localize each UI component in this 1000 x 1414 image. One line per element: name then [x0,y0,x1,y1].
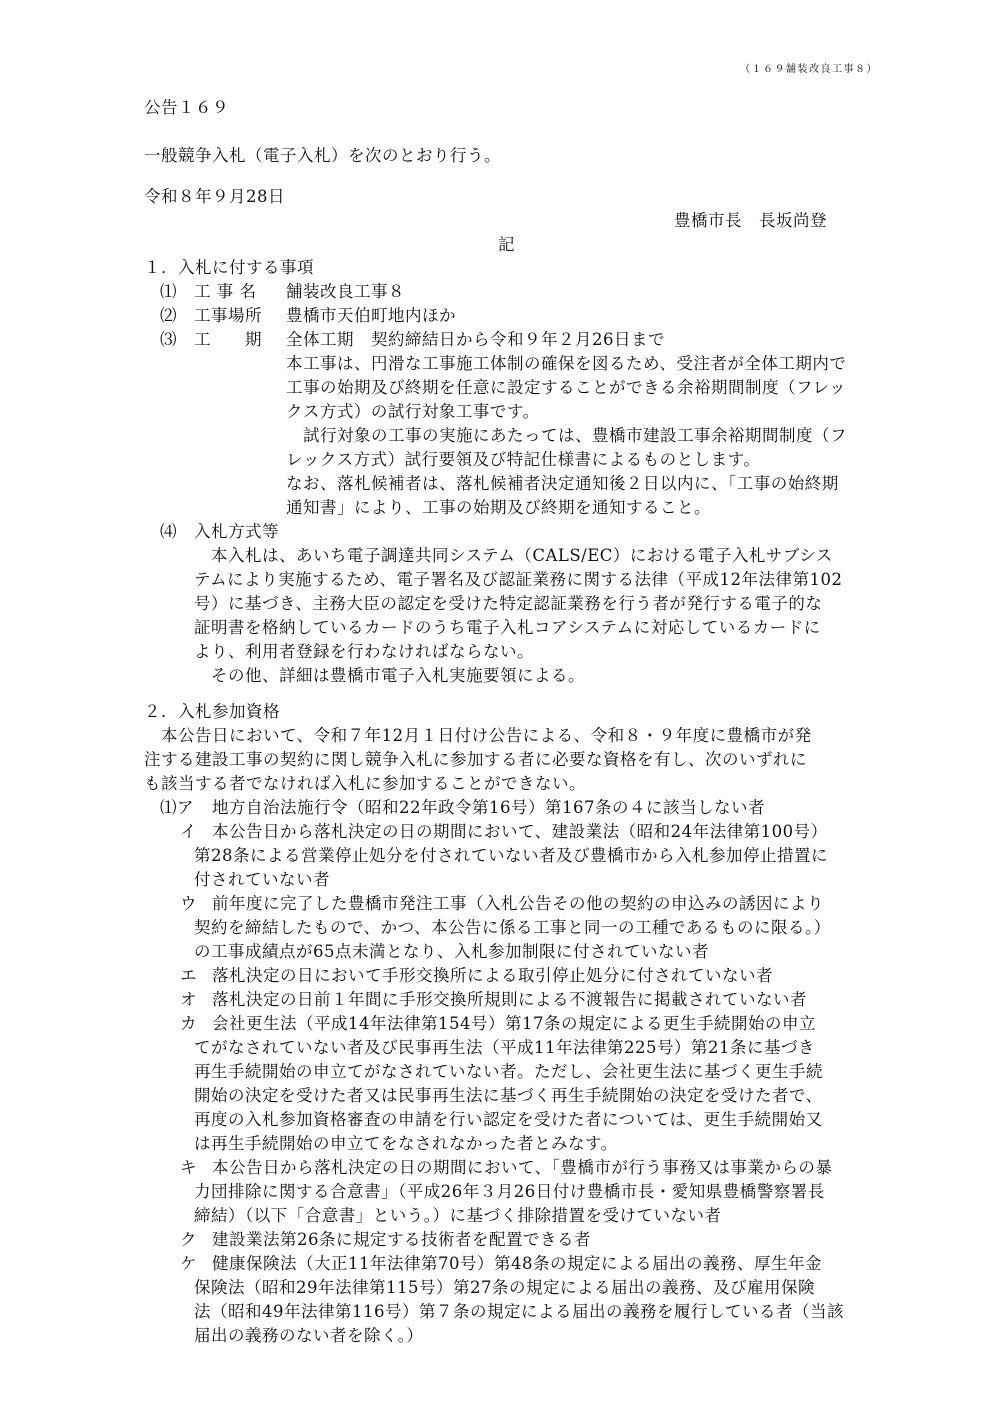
item-3-note: 本工事は、円滑な工事施工体制の確保を図るため、受注者が全体工期内で [286,354,847,373]
notice-number: 公告１６９ [144,98,229,117]
item-1-number: ⑴ [160,282,177,301]
qualification-mark: イ [180,822,197,841]
qualification-text: 本公告日から落札決定の日の期間において、建設業法（昭和24年法律第100号） [212,822,828,841]
document-reference: （１６９舗装改良工事８） [740,64,878,75]
item-3-note: レックス方式）試行要領及び特記仕様書によるものとします。 [286,450,761,469]
qualification-text: 建設業法第26条に規定する技術者を配置できる者 [212,1230,591,1249]
qualification-mark: カ [180,1014,197,1033]
signer: 豊橋市長 長坂尚登 [674,211,827,230]
qualification-text: 法（昭和49年法律第116号）第７条の規定による届出の義務を履行している者（当該 [194,1302,844,1321]
item-2-value: 豊橋市天伯町地内ほか [286,306,456,325]
item-4-text: その他、詳細は豊橋市電子入札実施要領による。 [194,666,585,685]
qualification-mark: ウ [180,894,197,913]
item-3-note: なお、落札候補者は、落札候補者決定通知後２日以内に、「工事の始終期 [286,474,839,493]
item-4-text: 号）に基づき、主務大臣の認定を受けた特定認証業務を行う者が発行する電子的な [194,594,823,613]
section-2-intro: 本公告日において、令和７年12月１日付け公告による、令和８・９年度に豊橋市が発 [144,726,812,745]
qualification-mark: ク [180,1230,197,1249]
qualification-text: 力団排除に関する合意書」（平成26年３月26日付け豊橋市長・愛知県豊橋警察署長 [194,1182,825,1201]
qualification-mark: ⑴ア [160,798,194,817]
item-4-number: ⑷ [160,522,177,541]
qualification-text: 落札決定の日において手形交換所による取引停止処分に付されていない者 [212,966,773,985]
item-3-note: 試行対象の工事の実施にあたっては、豊橋市建設工事余裕期間制度（フ [286,426,847,445]
qualification-text: 地方自治法施行令（昭和22年政令第16号）第167条の４に該当しない者 [212,798,765,817]
section-2-intro: 注する建設工事の契約に関し競争入札に参加する者に必要な資格を有し、次のいずれに [144,750,807,769]
qualification-mark: オ [180,990,197,1009]
qualification-text: 再生手続開始の申立てがなされていない者。ただし、会社更生法に基づく更生手続 [194,1062,823,1081]
item-2-number: ⑵ [160,306,177,325]
item-4-text: より、利用者登録を行わなければならない。 [194,642,534,661]
item-3-note: 工事の始期及び終期を任意に設定することができる余裕期間制度（フレッ [286,378,847,397]
qualification-text: 開始の決定を受けた者又は民事再生法に基づく再生手続開始の決定を受けた者で、 [194,1086,823,1105]
qualification-text: 保険法（昭和29年法律第115号）第27条の規定による届出の義務、及び雇用保険 [194,1278,815,1297]
qualification-text: 落札決定の日前１年間に手形交換所規則による不渡報告に掲載されていない者 [212,990,807,1009]
notice-date: 令和８年９月28日 [144,187,285,206]
qualification-text: 健康保険法（大正11年法律第70号）第48条の規定による届出の義務、厚生年金 [212,1254,822,1273]
notice-intro: 一般競争入札（電子入札）を次のとおり行う。 [144,146,501,165]
item-3-note: クス方式）の試行対象工事です。 [286,402,540,421]
item-4-text: テムにより実施するため、電子署名及び認証業務に関する法律（平成12年法律第102 [194,570,843,589]
qualification-mark: エ [180,966,197,985]
qualification-mark: キ [180,1158,197,1177]
ki-mark: 記 [498,235,515,254]
item-4-text: 本入札は、あいち電子調達共同システム（CALS/EC）における電子入札サブシス [194,546,833,565]
qualification-text: 締結）（以下「合意書」という。）に基づく排除措置を受けていない者 [194,1206,722,1225]
section-1-title: １．入札に付する事項 [144,258,314,277]
item-4-text: 証明書を格納しているカードのうち電子入札コアシステムに対応しているカードに [194,618,821,637]
item-3-value: 全体工期 契約締結日から令和９年２月26日まで [286,330,665,349]
item-3-note: 通知書」により、工事の始期及び終期を通知すること。 [286,498,711,517]
section-2-title: ２．入札参加資格 [144,702,280,721]
qualification-text: 届出の義務のない者を除く。） [194,1326,424,1345]
item-3-label: 工 期 [194,330,262,349]
qualification-text: 会社更生法（平成14年法律第154号）第17条の規定による更生手続開始の申立 [212,1014,816,1033]
item-4-label: 入札方式等 [194,522,279,541]
qualification-text: 契約を締結したもので、かつ、本公告に係る工事と同一の工種であるものに限る。） [194,918,831,937]
section-2-intro: も該当する者でなければ入札に参加することができない。 [144,774,586,793]
qualification-text: 本公告日から落札決定の日の期間において、「豊橋市が行う事務又は事業からの暴 [212,1158,833,1177]
qualification-text: は再生手続開始の申立てをなされなかった者とみなす。 [194,1134,618,1153]
qualification-text: 付されていない者 [194,870,330,889]
item-2-label: 工事場所 [194,306,262,325]
qualification-text: の工事成績点が65点未満となり、入札参加制限に付されていない者 [194,942,709,961]
qualification-text: 前年度に完了した豊橋市発注工事（入札公告その他の契約の申込みの誘因により [212,894,824,913]
item-1-value: 舗装改良工事８ [286,282,405,301]
qualification-text: 第28条による営業停止処分を付されていない者及び豊橋市から入札参加停止措置に [194,846,828,865]
qualification-text: 再度の入札参加資格審査の申請を行い認定を受けた者については、更生手続開始又 [194,1110,823,1129]
qualification-text: てがなされていない者及び民事再生法（平成11年法律第225号）第21条に基づき [194,1038,815,1057]
item-1-label: 工 事 名 [194,282,257,301]
qualification-mark: ケ [180,1254,197,1273]
item-3-number: ⑶ [160,330,177,349]
